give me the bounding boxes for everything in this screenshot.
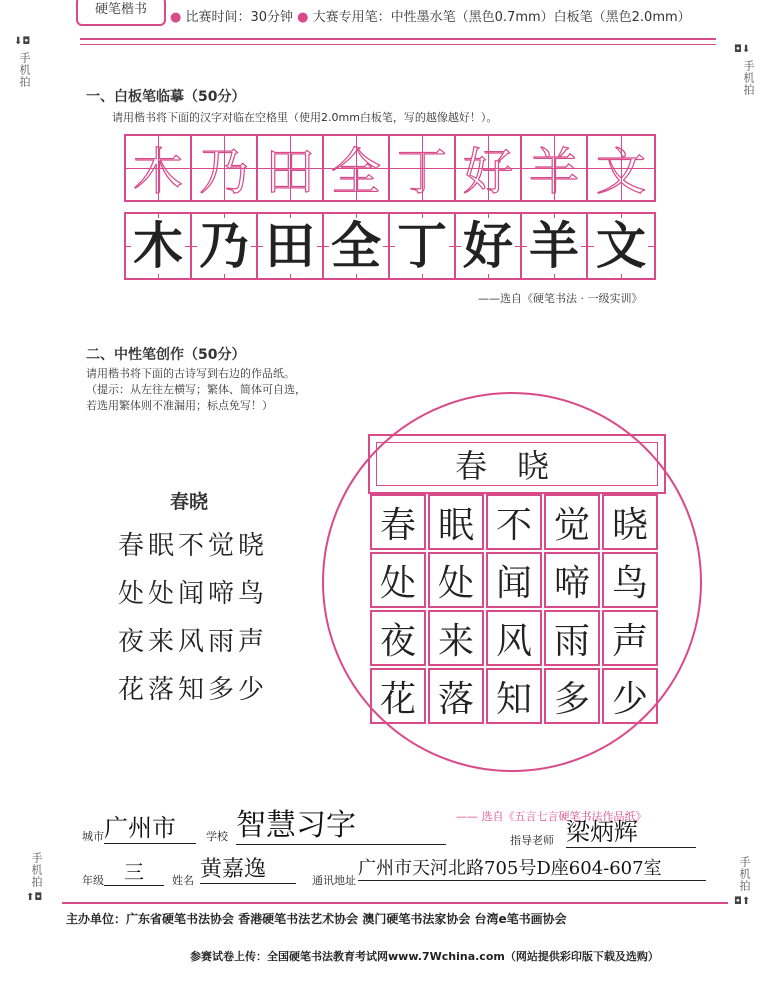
school-field[interactable]: 智慧习字 [236,800,446,845]
copied-char: 木 [133,217,183,275]
poem-line: 春眠不觉晓 [118,531,269,561]
outline-char-cell [522,136,588,200]
work-char-cell[interactable]: 花 [370,668,426,724]
work-char-cell[interactable]: 闻 [486,552,542,608]
work-char-cell[interactable]: 少 [602,668,658,724]
work-char-cell[interactable]: 夜 [370,610,426,666]
work-char-cell[interactable]: 知 [486,668,542,724]
side-note-left: 手机拍 [18,52,31,88]
work-char-cell[interactable]: 来 [428,610,484,666]
copied-char: 全 [331,217,381,275]
name-label: 姓名 [172,874,194,887]
bullet-icon: ● [170,10,182,25]
work-char-cell[interactable]: 眠 [428,494,484,550]
work-char-cell[interactable]: 雨 [544,610,600,666]
address-field[interactable]: 广州市天河北路705号D座604-607室 [358,854,706,881]
poem-line: 夜来风雨声 [118,627,269,657]
outline-char: 好 [463,143,513,201]
pen-rule: 大赛专用笔：中性墨水笔（黑色0.7mm）白板笔（黑色2.0mm） [312,10,691,25]
address-label: 通讯地址 [312,874,356,887]
work-char-cell[interactable]: 风 [486,610,542,666]
copy-char-cell[interactable] [258,214,324,278]
poem-text [118,522,268,714]
teacher-label: 指导老师 [510,834,554,847]
poem-line: 花落知多少 [118,675,269,705]
copy-char-cell[interactable] [192,214,258,278]
copy-char-cell[interactable] [324,214,390,278]
bullet-icon: ● [297,10,309,25]
camera-icon: ◘⬆ [734,896,751,907]
upload-info: 参赛试卷上传：全国硬笔书法教育考试网www.7Wchina.com（网站提供彩印版下载及选购） [190,950,659,963]
section1-source: ——选自《硬笔书法 · 一级实训》 [478,292,643,305]
outline-char-cell [126,136,192,200]
side-note-right: 手机拍 [742,60,755,96]
section2-title: 二、中性笔创作（50分） [86,347,246,363]
time-rule: 比赛时间：30分钟 [185,10,294,25]
work-char-cell[interactable]: 啼 [544,552,600,608]
work-title-box [368,434,666,494]
camera-icon: ◘⬇ [734,44,751,55]
work-grid [370,494,658,724]
top-divider-thin [80,44,716,45]
school-label: 学校 [206,830,228,843]
outline-char-cell [324,136,390,200]
copied-char: 田 [265,217,315,275]
section1-instruction: 请用楷书将下面的汉字对临在空格里（使用2.0mm白板笔，写的越像越好！）。 [112,111,498,124]
copy-char-cell[interactable] [456,214,522,278]
copy-char-cell[interactable] [390,214,456,278]
top-divider [80,38,716,40]
side-note-right-bottom: 手机拍 [738,856,751,892]
instruction-line: （提示：从左往左横写；繁体、简体可自选， [86,383,306,396]
work-source: —— 选自《五言七言硬笔书法作品纸》 [456,810,647,823]
grade-label: 年级 [82,874,104,887]
bottom-divider [62,902,728,904]
outline-char-cell [258,136,324,200]
work-char-cell[interactable]: 晓 [602,494,658,550]
section1-title: 一、白板笔临摹（50分） [86,89,246,105]
copied-char: 羊 [529,217,579,275]
work-title: 春晓 [376,442,658,486]
outline-char-cell [192,136,258,200]
instruction-line: 若选用繁体则不准漏用；标点免写！） [86,399,273,412]
work-char-cell[interactable]: 鸟 [602,552,658,608]
work-char-cell[interactable]: 落 [428,668,484,724]
work-char-cell[interactable]: 春 [370,494,426,550]
city-field[interactable]: 广州市 [104,808,196,844]
outline-char: 丁 [397,143,447,201]
work-char-cell[interactable]: 觉 [544,494,600,550]
outline-char: 乃 [199,143,249,201]
poem-title: 春晓 [170,491,209,513]
contest-rules [170,6,691,25]
poem-line: 处处闻啼鸟 [118,579,269,609]
copy-char-row [124,212,656,280]
copy-char-cell[interactable] [588,214,654,278]
outline-char: 文 [596,143,646,201]
outline-char: 田 [265,143,315,201]
copied-char: 乃 [199,217,249,275]
copied-char: 好 [463,217,513,275]
outline-char-row [124,134,656,202]
copy-char-cell[interactable] [522,214,588,278]
city-label: 城市 [82,830,104,843]
category-tag: 硬笔楷书 [76,0,166,26]
work-char-cell[interactable]: 处 [370,552,426,608]
teacher-field[interactable]: 梁炳辉 [566,812,696,848]
camera-icon: ⬇◘ [14,36,31,47]
outline-char-cell [390,136,456,200]
side-note-left-bottom: 手机拍 [30,852,43,888]
outline-char: 全 [331,143,381,201]
grade-field[interactable]: 三 [104,856,164,886]
outline-char: 羊 [529,143,579,201]
camera-icon: ⬆◘ [26,892,43,903]
section2-instruction [86,366,306,414]
name-field[interactable]: 黄嘉逸 [200,852,296,884]
work-char-cell[interactable]: 处 [428,552,484,608]
work-char-cell[interactable]: 多 [544,668,600,724]
instruction-line: 请用楷书将下面的古诗写到右边的作品纸。 [86,367,295,380]
outline-char-cell [456,136,522,200]
copied-char: 文 [596,217,646,275]
outline-char-cell [588,136,654,200]
organizers: 主办单位：广东省硬笔书法协会 香港硬笔书法艺术协会 澳门硬笔书法家协会 台湾e笔书画协会 [66,912,567,926]
work-char-cell[interactable]: 声 [602,610,658,666]
copied-char: 丁 [397,217,447,275]
work-char-cell[interactable]: 不 [486,494,542,550]
outline-char: 木 [133,143,183,201]
copy-char-cell[interactable] [126,214,192,278]
